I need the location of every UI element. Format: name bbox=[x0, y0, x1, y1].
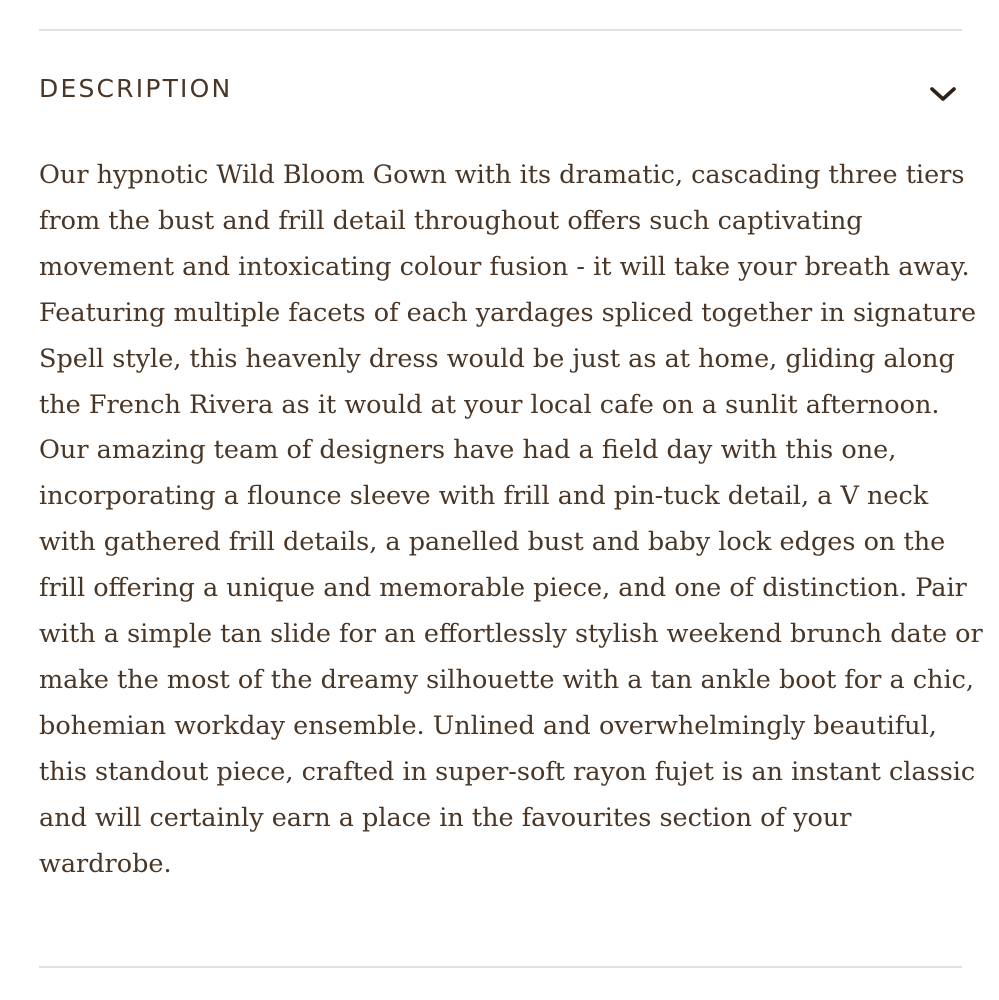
description-line: Our amazing team of designers have had a field day with this one, bbox=[39, 435, 897, 466]
description-line: and will certainly earn a place in the favourites section of your bbox=[39, 802, 852, 833]
description-line: wardrobe. bbox=[39, 848, 172, 879]
description-line: Our hypnotic Wild Bloom Gown with its dramatic, cascading three tiers bbox=[39, 160, 965, 190]
description-line: Featuring multiple facets of each yardages spliced together in signature bbox=[39, 297, 977, 328]
description-accordion-header[interactable] bbox=[39, 60, 962, 130]
description-text bbox=[39, 153, 983, 888]
description-line: the French Rivera as it would at your local cafe on a sunlit afternoon. bbox=[39, 389, 940, 420]
description-line: with gathered frill details, a panelled bust and baby lock edges on the bbox=[39, 527, 946, 558]
description-title: DESCRIPTION bbox=[39, 74, 233, 103]
chevron-down-icon[interactable] bbox=[928, 84, 958, 104]
description-line: with a simple tan slide for an effortlessly stylish weekend brunch date or bbox=[39, 619, 983, 650]
description-line: this standout piece, crafted in super-soft rayon fujet is an instant classic bbox=[39, 756, 976, 787]
top-divider bbox=[39, 29, 962, 31]
description-line: make the most of the dreamy silhouette with a tan ankle boot for a chic, bbox=[39, 664, 975, 695]
description-line: from the bust and frill detail throughout offers such captivating bbox=[39, 205, 863, 236]
description-line: movement and intoxicating colour fusion - it will take your breath away. bbox=[39, 251, 970, 282]
description-line: incorporating a flounce sleeve with frill and pin-tuck detail, a V neck bbox=[39, 481, 929, 512]
description-line: bohemian workday ensemble. Unlined and overwhelmingly beautiful, bbox=[39, 710, 937, 741]
bottom-divider bbox=[39, 966, 962, 968]
description-line: Spell style, this heavenly dress would be just as at home, gliding along bbox=[39, 343, 955, 374]
description-line: frill offering a unique and memorable piece, and one of distinction. Pair bbox=[39, 573, 967, 604]
